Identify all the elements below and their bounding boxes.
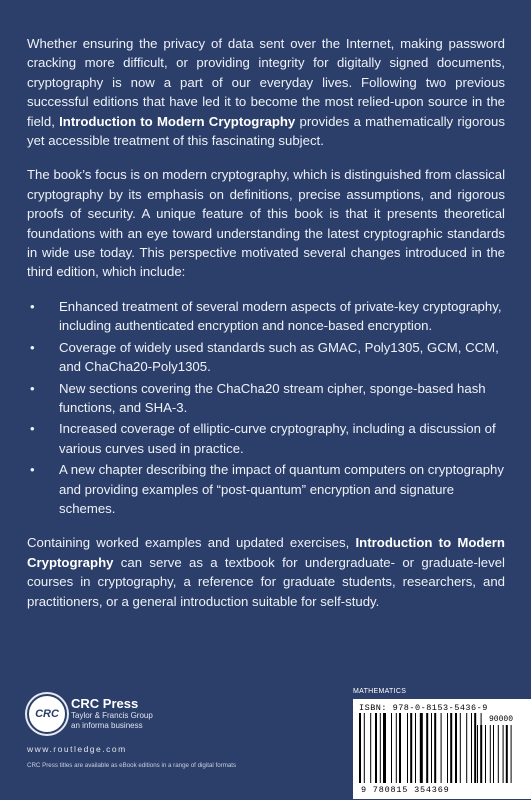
barcode-label — [353, 699, 531, 799]
crc-logo-icon: CRC — [27, 694, 67, 734]
list-item: • Increased coverage of elliptic-curve cryptography, including a discussion of various curves used in practice. — [30, 421, 496, 456]
isbn-text: ISBN: 978-0-8153-5436-9 — [359, 703, 488, 713]
intro-text-a: Whether ensuring the privacy of data sent over the Internet, making password cracking more difficult, or providing integrity for digitally signed documents, cryptography is now a part of our everyday lives. Following two previous successful editions that have led it to become the most relied-upon source in the field, — [27, 36, 505, 129]
publisher-url: www.routledge.com — [27, 744, 127, 754]
focus-paragraph: The book’s focus is on modern cryptography, which is distinguished from classical cryptography by its emphasis on definitions, precise assumptions, and rigorous proofs of security. A unique feature of this book is that it presents theoretical foundations with an eye toward understanding the latest cryptographic standards in wide use today. This perspective motivated several changes introduced in the third edition, which include: — [27, 167, 505, 280]
bullet-icon: • — [30, 462, 35, 478]
intro-text-b: provides a mathematically rigorous yet accessible treatment of this fascinating subject. — [27, 113, 505, 149]
intro-paragraph — [27, 34, 505, 150]
subject-category: MATHEMATICS — [353, 688, 407, 695]
bullet-icon: • — [30, 380, 35, 396]
publisher-group-sub: an informa business — [71, 721, 143, 730]
publisher-group: Taylor & Francis Group — [71, 711, 153, 720]
list-item: • Enhanced treatment of several modern aspects of private-key cryptography, including authenticated encryption and nonce-based encryption. — [30, 298, 502, 334]
closing-paragraph: Containing worked examples and updated exercises, Introduction to Modern Cryptography can serve as a textbook for undergraduate- or graduate-level courses in cryptography, a reference for graduate students, researchers, and practitioners, or a general introduction suitable for self-study. — [27, 535, 505, 609]
back-cover-text — [27, 34, 505, 626]
list-item: • Coverage of widely used standards such as GMAC, Poly1305, GCM, CCM, and ChaCha20-Poly1305. — [30, 339, 499, 375]
ean-number: 9 780815 354369 — [361, 785, 450, 795]
bullet-icon: • — [30, 339, 35, 355]
bullet-icon: • — [30, 298, 35, 314]
list-item: • New sections covering the ChaCha20 stream cipher, sponge-based hash functions, and SHA-3. — [30, 380, 486, 415]
book-title-bold: Introduction to Modern Cryptography — [27, 535, 505, 570]
barcode-bars-icon — [359, 713, 531, 785]
bullet-icon: • — [30, 421, 35, 437]
list-item: • A new chapter describing the impact of quantum computers on cryptography and providing examples of “post-quantum” encryption and signature schemes. — [30, 462, 504, 516]
ebook-note: CRC Press titles are available as eBook editions in a range of digital formats — [27, 762, 237, 769]
changes-list — [27, 297, 505, 518]
price-code: 90000 — [489, 715, 514, 724]
book-title-bold: Introduction to Modern Cryptography — [59, 113, 296, 129]
publisher-name: CRC Press — [71, 696, 139, 711]
publisher-logo — [27, 694, 207, 734]
cover-footer — [27, 688, 514, 798]
